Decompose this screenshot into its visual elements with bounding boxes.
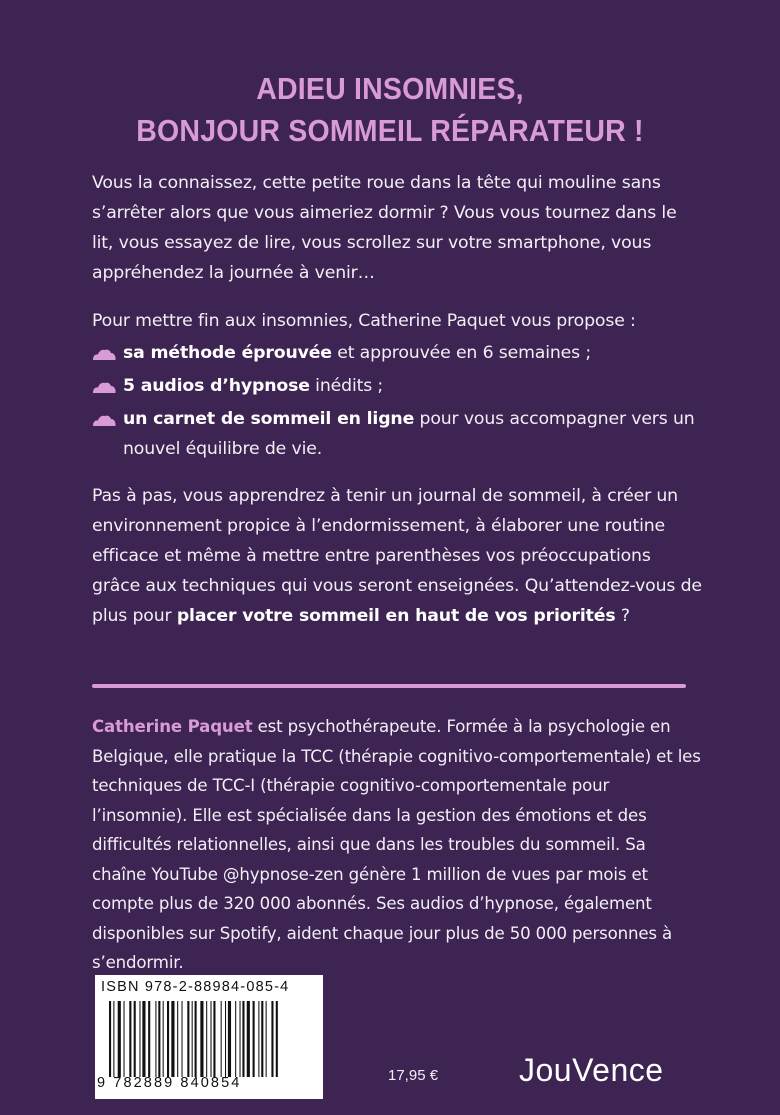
author-bio-text: est psychothérapeute. Formée à la psychologie en Belgique, elle pratique la TCC (thérapie cognitivo-comportementale) et les techniques de TCC-I (thérapie cognitivo-comportementale pour l’insomnie). Elle est spécialisée dans la gestion des émotions et des difficultés relationnelles, ainsi que dans les troubles du sommeil. Sa chaîne YouTube @hypnose-zen génère 1 million de vues par mois et compte plus de 320 000 abonnés. Ses audios d’hypnose, également disponibles sur Spotify, aident chaque jour plus de 50 000 personnes à s’endormir. xyxy=(92,717,701,972)
divider xyxy=(92,684,686,688)
steps-text: Pas à pas, vous apprendrez à tenir un journal de sommeil, à créer un environnement propice à l’endormissement, à élaborer une routine efficace et même à mettre entre parenthèses vos préoccupations grâce aux techniques qui vous seront enseignées. Qu’attendez-vous de plus pour xyxy=(92,486,702,626)
headline-line-1: ADIEU INSOMNIES, xyxy=(256,71,524,106)
ean-number: 9 782889 840854 xyxy=(97,1075,242,1091)
author-name: Catherine Paquet xyxy=(92,717,253,736)
steps-end: ? xyxy=(615,606,630,626)
offer-item-text: inédits ; xyxy=(309,376,384,396)
offer-item-bold: sa méthode éprouvée xyxy=(123,343,332,363)
list-item xyxy=(92,338,702,368)
offer-item-bold: un carnet de sommeil en ligne xyxy=(123,409,415,429)
isbn-label: ISBN 978-2-88984-085-4 xyxy=(101,979,290,995)
steps-bold: placer votre sommeil en haut de vos priorités xyxy=(176,606,616,626)
cloud-icon xyxy=(92,348,116,360)
steps-paragraph xyxy=(92,481,702,631)
intro-paragraph: Vous la connaissez, cette petite roue dans la tête qui mouline sans s’arrêter alors que vous aimeriez dormir ? Vous vous tournez dans le lit, vous essayez de lire, vous scrollez sur votre smartphone, vous appréhendez la journée à venir… xyxy=(92,173,677,283)
price: 17,95 € xyxy=(388,1067,439,1084)
author-bio xyxy=(92,712,702,978)
offer-list xyxy=(92,338,702,467)
cloud-icon xyxy=(92,381,116,393)
publisher-logo: JouVence xyxy=(519,1052,664,1088)
offer-intro: Pour mettre fin aux insomnies, Catherine Paquet vous propose : xyxy=(92,311,636,331)
offer-item-text: pour vous accompagner vers un nouvel équilibre de vie. xyxy=(123,409,695,459)
offer-item-text: et approuvée en 6 semaines ; xyxy=(331,343,592,363)
list-item xyxy=(92,404,702,464)
headline-line-2: BONJOUR SOMMEIL RÉPARATEUR ! xyxy=(136,113,644,148)
headline xyxy=(31,68,749,152)
list-item xyxy=(92,371,702,401)
offer-item-bold: 5 audios d’hypnose xyxy=(123,376,310,396)
barcode-box xyxy=(95,975,323,1099)
barcode-icon xyxy=(109,1001,315,1077)
cloud-icon xyxy=(92,414,116,426)
